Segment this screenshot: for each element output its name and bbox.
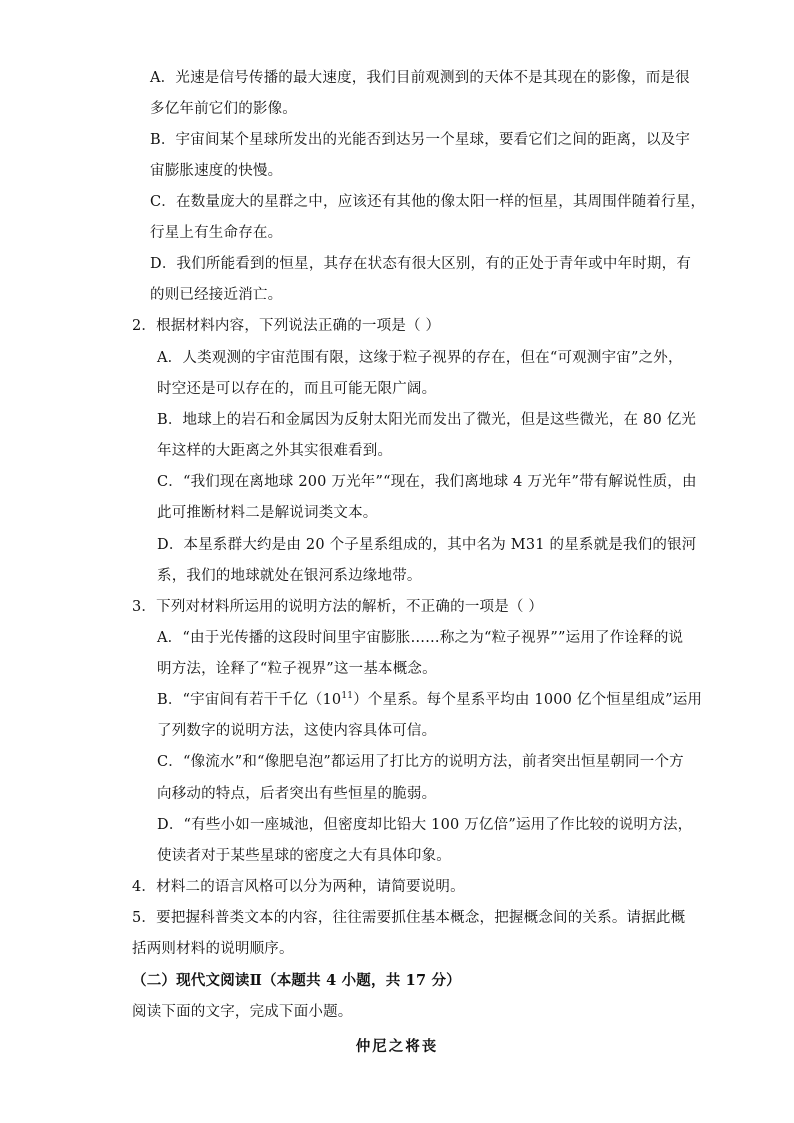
- q2-stem: 2．根据材料内容，下列说法正确的一项是（ ）: [132, 318, 441, 334]
- q2-option-c-line1: C．“我们现在离地球 200 万光年”“现在，我们离地球 4 万光年”带有解说性质，由: [157, 474, 697, 490]
- q1-option-a-line1: A．光速是信号传播的最大速度，我们目前观测到的天体不是其现在的影像，而是很: [150, 70, 690, 86]
- q1-option-b-line2: 宙膨胀速度的快慢。: [150, 163, 283, 179]
- q2-option-a-line2: 时空还是可以存在的，而且可能无限广阔。: [157, 381, 437, 397]
- q1-option-c-line1: C．在数量庞大的星群之中，应该还有其他的像太阳一样的恒星，其周围伴随着行星，: [150, 194, 706, 210]
- q2-option-b-line2: 年这样的大距离之外其实很难看到。: [157, 443, 393, 459]
- q3-stem: 3．下列对材料所运用的说明方法的解析，不正确的一项是（ ）: [132, 599, 544, 615]
- q1-option-d-line1: D．我们所能看到的恒星，其存在状态有很大区别，有的正处于青年或中年时期，有: [150, 256, 692, 272]
- q1-option-c-line2: 行星上有生命存在。: [150, 225, 283, 241]
- q5-line1: 5．要把握科普类文本的内容，往往需要抓住基本概念，把握概念间的关系。请据此概: [132, 910, 686, 926]
- q2-option-d-line2: 系，我们的地球就处在银河系边缘地带。: [157, 568, 422, 584]
- q5-line2: 括两则材料的说明顺序。: [132, 941, 294, 957]
- q4-stem: 4．材料二的语言风格可以分为两种，请简要说明。: [132, 879, 465, 895]
- q3-option-b-exponent: 11: [341, 691, 354, 701]
- q2-option-c-line2: 此可推断材料二是解说词类文本。: [157, 505, 378, 521]
- q1-option-d-line2: 的则已经接近消亡。: [150, 287, 283, 303]
- q3-option-c-line2: 向移动的特点，后者突出有些恒星的脆弱。: [157, 786, 437, 802]
- q3-option-b-line2: 了列数字的说明方法，这使内容具体可信。: [157, 723, 437, 739]
- q3-option-c-line1: C．“像流水”和“像肥皂泡”都运用了打比方的说明方法，前者突出恒星朝同一个方: [157, 754, 684, 770]
- reading-instruction: 阅读下面的文字，完成下面小题。: [132, 1004, 353, 1020]
- q3-option-a-line2: 明方法，诠释了“粒子视界”这一基本概念。: [157, 661, 437, 677]
- q3-option-b-text-post: ）个星系。每个星系平均由 1000 亿个恒星组成”运用: [353, 692, 703, 708]
- q3-option-a-line1: A．“由于光传播的这段时间里宇宙膨胀……称之为“粒子视界””运用了作诠释的说: [157, 630, 684, 646]
- q2-option-a-line1: A．人类观测的宇宙范围有限，这缘于粒子视界的存在，但在“可观测宇宙”之外，: [157, 350, 683, 366]
- section-heading: （二）现代文阅读Ⅱ（本题共 4 小题，共 17 分）: [132, 972, 461, 989]
- q3-option-d-line1: D．“有些小如一座城池，但密度却比铅大 100 万亿倍”运用了作比较的说明方法，: [157, 817, 693, 833]
- q3-option-b-line1: [157, 690, 702, 710]
- q1-option-a-line2: 多亿年前它们的影像。: [150, 101, 297, 117]
- q2-option-b-line1: B．地球上的岩石和金属因为反射太阳光而发出了微光，但是这些微光，在 80 亿光: [157, 412, 697, 428]
- q3-option-b-text-pre: B．“宇宙间有若干千亿（10: [157, 692, 342, 708]
- article-title: 仲尼之将丧: [355, 1038, 439, 1055]
- q1-option-b-line1: B．宇宙间某个星球所发出的光能否到达另一个星球，要看它们之间的距离，以及宇: [150, 132, 691, 148]
- q2-option-d-line1: D．本星系群大约是由 20 个子星系组成的，其中名为 M31 的星系就是我们的银河: [157, 537, 697, 553]
- q3-option-d-line2: 使读者对于某些星球的密度之大有具体印象。: [157, 848, 451, 864]
